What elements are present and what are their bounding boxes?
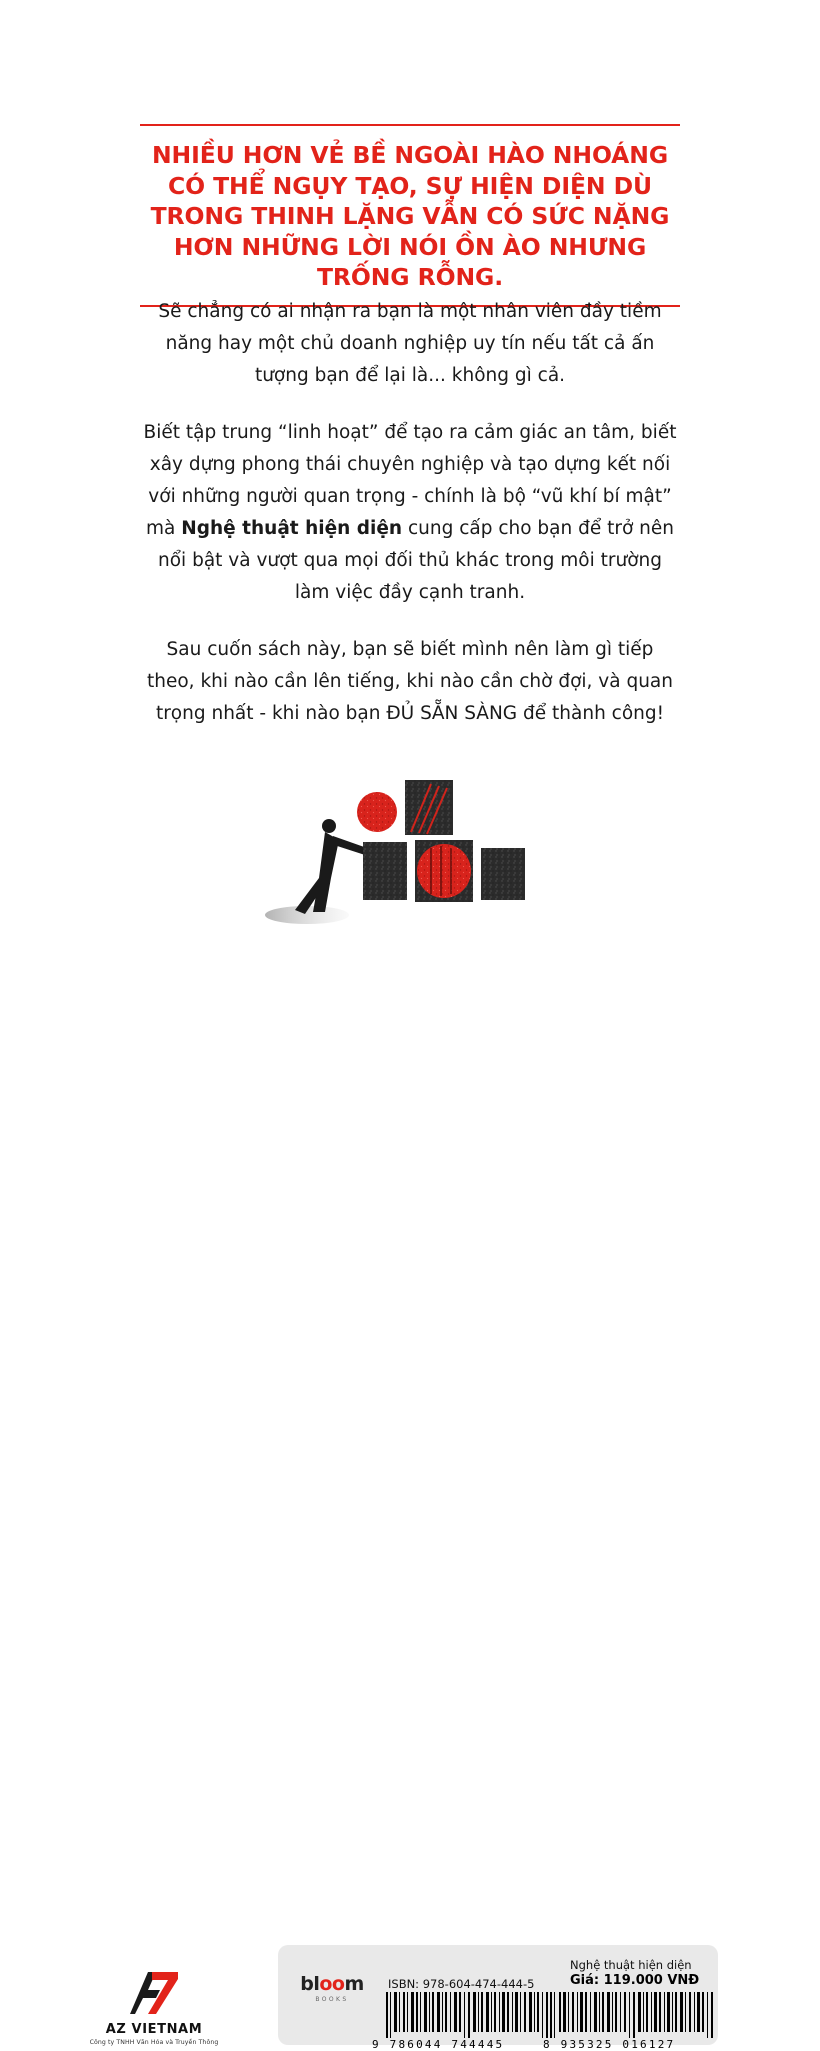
imprint-name (300, 1975, 364, 1994)
isbn-label: ISBN: 978-604-474-444-5 (388, 1977, 535, 1991)
paragraph-2 (140, 417, 680, 608)
illustration-svg (255, 760, 555, 950)
imprint-name-accent: oo (319, 1973, 345, 1995)
publisher-tagline: Công ty TNHH Văn Hóa và Truyền Thông (89, 2039, 219, 2046)
ean-barcode-digits: 8 935325 016127 (543, 2038, 676, 2051)
publisher-logo-block (84, 1970, 224, 2046)
ean-barcode (548, 1992, 716, 2038)
ean-barcode-svg (548, 1992, 716, 2038)
page-title: NHIỀU HƠN VẺ BỀ NGOÀI HÀO NHOÁNG CÓ THỂ NGỤY TẠO, SỰ HIỆN DIỆN DÙ TRONG THINH LẶNG VẪN CÓ SỨC NẶNG HƠN NHỮNG LỜI NÓI ỒN ÀO NHƯNG TRỐNG RỖNG. (150, 141, 670, 292)
headline-block (140, 124, 680, 307)
body-copy (140, 296, 680, 730)
paragraph-2-lead: Biết tập trung “linh hoạt” để tạo ra cảm giác an tâm, biết xây dựng phong thái chuyên nghiệp và tạo dựng kết nối với những người quan trọng - chính là bộ “vũ khí bí mật” mà (143, 422, 677, 539)
paragraph-2-tail: cung cấp cho bạn để trở nên nổi bật và vượt qua mọi đối thủ khác trong môi trường làm việc đầy cạnh tranh. (158, 517, 674, 603)
isbn-barcode-svg (384, 1992, 552, 2038)
price-block (570, 1958, 699, 1988)
isbn-barcode-digits: 9 786044 744445 (372, 2038, 505, 2051)
cover-illustration (255, 760, 555, 950)
book-title-inline: Nghệ thuật hiện diện (181, 517, 403, 539)
az-logo-icon (126, 1970, 182, 2016)
imprint-name-part1: bl (300, 1973, 320, 1995)
price-value: Giá: 119.000 VNĐ (570, 1973, 700, 1988)
price-book-title: Nghệ thuật hiện diện (570, 1958, 692, 1972)
imprint-name-part2: m (344, 1973, 364, 1995)
imprint-logo (300, 1975, 364, 2003)
isbn-barcode (384, 1992, 552, 2038)
imprint-subtitle: BOOKS (315, 1996, 349, 2003)
publisher-name: AZ VIETNAM (105, 2022, 203, 2037)
paragraph-3: Sau cuốn sách này, bạn sẽ biết mình nên làm gì tiếp theo, khi nào cần lên tiếng, khi nào cần chờ đợi, và quan trọng nhất - khi nào bạn ĐỦ SẴN SÀNG để thành công! (147, 639, 673, 724)
paragraph-1: Sẽ chẳng có ai nhận ra bạn là một nhân viên đầy tiềm năng hay một chủ doanh nghiệp uy tín nếu tất cả ấn tượng bạn để lại là... không gì cả. (158, 301, 662, 386)
footer-band (0, 970, 820, 2051)
